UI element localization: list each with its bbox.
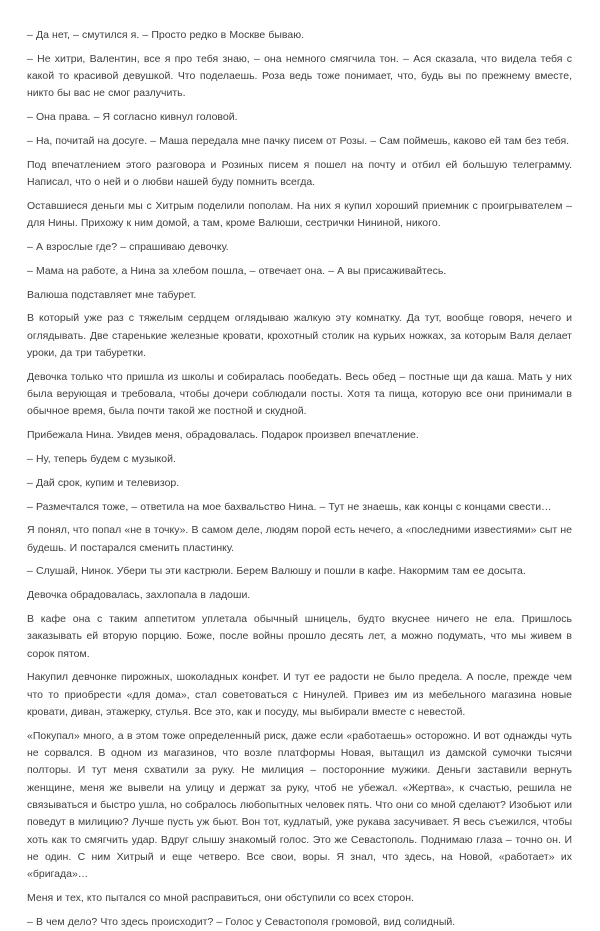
paragraph: – Размечтался тоже, – ответила на мое бахвальство Нина. – Тут не знаешь, как концы с концами свести… — [27, 500, 552, 513]
paragraph: – Дай срок, купим и телевизор. — [27, 476, 180, 489]
paragraph: – Она права. – Я согласно кивнул головой. — [27, 111, 238, 124]
paragraph: Меня и тех, кто пытался со мной расправиться, они обступили со всех сторон. — [27, 891, 414, 904]
paragraph: Прибежала Нина. Увидев меня, обрадовалась. Подарок произвел впечатление. — [27, 429, 419, 442]
paragraph: В который уже раз с тяжелым сердцем оглядываю жалкую эту комнатку. Да тут, вообще говоря, нечего и оглядывать. Две старенькие железные кровати, крохотный столик на курьих ножках, за которым Валя делает уроки, да три табуретки. — [27, 312, 572, 359]
paragraph: – На, почитай на досуге. – Маша передала мне пачку писем от Розы. – Сам поймешь, каково ей там без тебя. — [27, 134, 570, 147]
paragraph: – Не хитри, Валентин, все я про тебя знаю, – она немного смягчила тон. – Ася сказала, что видела тебя с какой то красивой девушкой. Что поделаешь. Роза ведь тоже понимает, что, будь вы по прежнему вместе, никто бы вас не смог разлучить. — [27, 52, 572, 100]
paragraph: В кафе она с таким аппетитом уплетала обычный шницель, будто вкуснее ничего не ела. Пришлось заказывать ей вторую порцию. Боже, после войны прошло десять лет, а можно подумать, что мы живем в сорок пятом. — [27, 613, 572, 660]
paragraph: Девочка только что пришла из школы и собиралась пообедать. Весь обед – постные щи да каша. Мать у них была верующая и требовала, чтобы дочери соблюдали посты. Хотя та пища, которую все они принимали в обычное время, была почти такой же постной и скудной. — [27, 370, 572, 418]
paragraph: – А взрослые где? – спрашиваю девочку. — [27, 240, 229, 253]
paragraph: Я понял, что попал «не в точку». В самом деле, людям порой есть нечего, а «последними известиями» сыт не будешь. И постарался сменить пластинку. — [27, 524, 572, 554]
paragraph: Под впечатлением этого разговора и Розиных писем я пошел на почту и отбил ей большую телеграмму. Написал, что о ней и о любви нашей буду помнить всегда. — [27, 158, 572, 189]
paragraph: «Покупал» много, а в этом тоже определенный риск, даже если «работаешь» осторожно. И вот однажды чуть не сорвался. В одном из магазинов, что возле платформы Новая, вытащил из дамской сумочки тысячи полторы. И тут меня схватили за руку. Не милиция – посторонние мужики. Деньги заставили вернуть женщине, меня же вывели на улицу и держат за руку, чтоб не убежал. «Жертва», к счастью, решила не связываться и быстро ушла, но собралось любопытных человек пять. Что они со мной сделают? Изобьют или поведут в милицию? Лучше пусть уж бьют. Вон тот, кудлатый, уже рукава засучивает. Я весь съежился, чтобы хоть как то смягчить удар. Вдруг слышу знакомый голос. Это же Севастополь. Поднимаю глаза – точно он. И не один. С ним Хитрый и еще четверо. Все свои, воры. Я знал, что здесь, на Новой, «работает» их «бригада»… — [27, 729, 572, 881]
paragraph: – Мама на работе, а Нина за хлебом пошла, – отвечает она. – А вы присаживайтесь. — [27, 264, 447, 277]
paragraph: Девочка обрадовалась, захлопала в ладоши. — [27, 589, 251, 602]
paragraph: Накупил девчонке пирожных, шоколадных конфет. И тут ее радости не было предела. А после, прежде чем что то приобрести «для дома», стал советоваться с Нинулей. Привез им из мебельного магазина новые кровати, диван, этажерку, стулья. Все это, как и посуду, мы выбирали вместе с невестой. — [27, 671, 572, 718]
paragraph: – В чем дело? Что здесь происходит? – Голос у Севастополя громовой, вид солидный. — [27, 915, 456, 928]
paragraph: – Да нет, – смутился я. – Просто редко в Москве бываю. — [27, 29, 304, 41]
paragraph: – Слушай, Нинок. Убери ты эти кастрюли. Берем Валюшу и пошли в кафе. Накормим там ее досыта. — [27, 565, 526, 578]
paragraph: – Ну, теперь будем с музыкой. — [27, 452, 176, 465]
paragraph: Валюша подставляет мне табурет. — [27, 288, 197, 301]
paragraph: Оставшиеся деньги мы с Хитрым поделили пополам. На них я купил хороший приемник с проигрывателем – для Нины. Прихожу к ним домой, а там, кроме Валюши, сестрички Нининой, никого. — [27, 199, 572, 230]
